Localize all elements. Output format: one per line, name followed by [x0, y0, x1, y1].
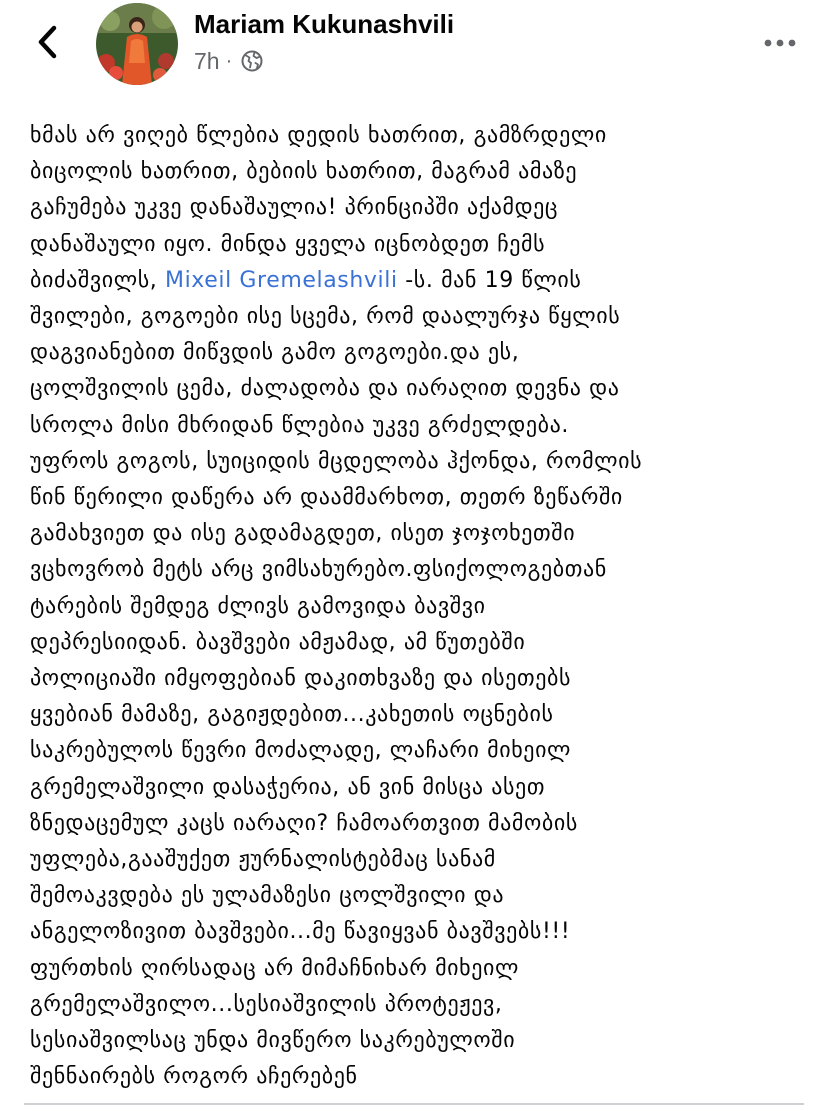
post-text-line: ბიცოლის ხათრით, ბებიის ხათრით, მაგრამ ამაზე	[30, 159, 578, 185]
more-options-button[interactable]	[760, 28, 800, 58]
post-text-line: სესიაშვილსაც უნდა მივწერო საკრებულოში	[30, 1028, 516, 1054]
post-text-line: გრემელაშვილო...სესიაშვილის პროტეჟევ,	[30, 991, 503, 1017]
post-text-line: ანგელოზივით ბავშვები...მე წავიყვან ბავშვებს!!!	[30, 919, 571, 945]
post-body	[30, 118, 800, 1095]
post-text-line: ცოლშვილის ცემა, ძალადობა და იარაღით დევნა და	[30, 376, 620, 402]
post-text-line: უფლება,გააშუქეთ ჟურნალისტებმაც სანამ	[30, 847, 496, 873]
avatar-image	[96, 3, 178, 85]
post-text-line: პოლიციაში იმყოფებიან დაკითხვაზე და ისეთებს	[30, 666, 572, 692]
post-text-line: გრემელაშვილი დასაჭერია, ან ვინ მისცა ასეთ	[30, 774, 546, 800]
post-text-line: ზნედაცემულ კაცს იარაღი? ჩამოართვით მამობის	[30, 810, 578, 836]
meta-separator: ·	[225, 49, 233, 72]
post-text-line: დანაშაული იყო. მინდა ყველა იცნობდეთ ჩემს	[30, 231, 546, 257]
post-text-line: გაჩუმება უკვე დანაშაულია! პრინციპში აქამდეც	[30, 195, 559, 221]
post-text-line: სროლა მისი მხრიდან წლებია უკვე გრძელდება.	[30, 412, 569, 438]
post-header	[0, 0, 828, 92]
post-text-line: შენნაირებს როგორ აჩერებენ	[30, 1064, 358, 1090]
post-text-line: ყვებიან მამაზე, გაგიჟდებით...კახეთის ოცნების	[30, 702, 554, 728]
post-text-line: შემოაკვდება ეს ულამაზესი ცოლშვილი და	[30, 883, 505, 909]
post-text-line: დაგვიანებით მიწვდის გამო გოგოები.და ეს,	[30, 340, 520, 366]
post-text-line: უფროს გოგოს, სუიციდის მცდელობა ჰქონდა, რომლის	[30, 448, 643, 474]
post-text-line: ტარების შემდეგ ძლივს გამოვიდა ბავშვი	[30, 593, 486, 619]
post-text-line: დეპრესიიდან. ბავშვები ამჟამად, ამ წუთებში	[30, 629, 526, 655]
post-text-fragment: -ს. მან 19 წლის	[397, 267, 582, 293]
post-divider	[24, 1103, 804, 1105]
more-horizontal-icon	[763, 38, 797, 48]
post-text-line: წინ წერილი დაწერა არ დაამმარხოთ, თეთრ ზეწარში	[30, 485, 623, 511]
post-text-line: შვილები, გოგოები ისე სცემა, რომ დაალურჯა წყლის	[30, 304, 621, 330]
post-text-line: საკრებულოს წევრი მოძალადე, ლაჩარი მიხეილ	[30, 738, 572, 764]
avatar[interactable]	[96, 3, 178, 85]
back-button[interactable]	[28, 22, 68, 62]
mention-link[interactable]: Mixeil Gremelashvili	[165, 267, 398, 293]
post-text-line: ფურთხის ღირსადაც არ მიმაჩნიხარ მიხეილ	[30, 955, 520, 981]
post-text-line	[30, 263, 800, 299]
post-text-fragment: ბიძაშვილს,	[30, 267, 165, 293]
post-text-line: გამახვიეთ და ისე გადამაგდეთ, ისეთ ჯოჯოხეთში	[30, 521, 576, 547]
globe-icon[interactable]	[240, 49, 264, 73]
post-text-line: ხმას არ ვიღებ წლებია დედის ხათრით, გამზრდელი	[30, 123, 607, 148]
author-name[interactable]: Mariam Kukunashvili	[194, 9, 455, 39]
post-meta	[194, 46, 264, 76]
post-text-line: ვცხოვრობ მეტს არც ვიმსახურებო.ფსიქოლოგებთან	[30, 557, 607, 583]
post-timestamp[interactable]: 7h	[194, 47, 220, 74]
chevron-left-icon	[37, 25, 59, 59]
